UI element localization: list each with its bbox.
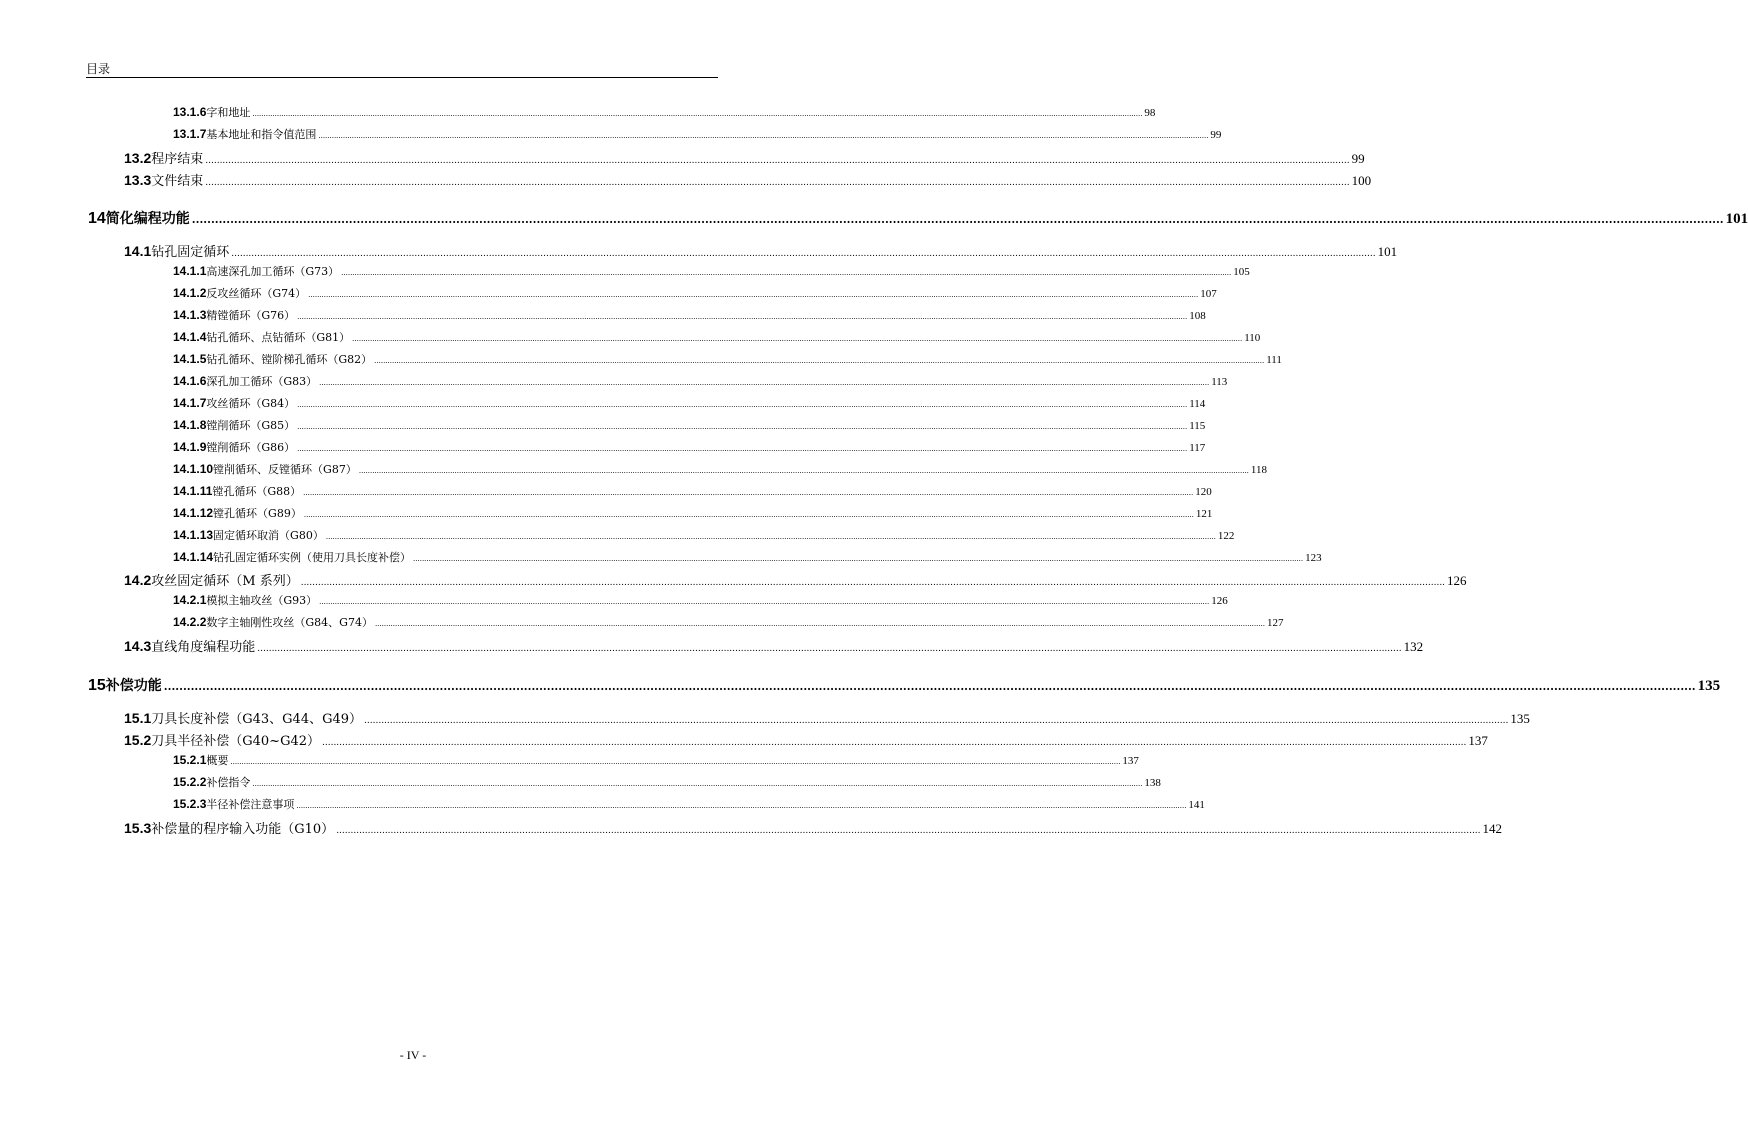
toc-entry[interactable] (173, 417, 1206, 433)
toc-entry-number: 15.2.1 (173, 753, 207, 767)
toc-entry-page: 135 (1697, 678, 1721, 694)
toc-entry-number: 14.2.2 (173, 615, 207, 629)
toc-dot-leader: ................................................................................................................................................................................................................................................................................................................................................................................................................ (308, 291, 1199, 299)
toc-entry-number: 14.1.3 (173, 308, 207, 322)
toc-dot-leader: ................................................................................................................................................................................................................................................................................................................................................................................................................ (303, 489, 1194, 497)
toc-entry[interactable] (173, 461, 1267, 477)
toc-dot-leader: ................................................................................................................................................................................................................................................................................................................................................................................................................ (413, 555, 1304, 563)
toc-entry-title: 基本地址和指令值范围 (206, 128, 317, 141)
toc-entry-page: 111 (1266, 354, 1282, 366)
toc-entry-page: 99 (1210, 129, 1222, 141)
toc-entry-number: 14.1.13 (173, 528, 214, 542)
toc-entry-page: 120 (1195, 486, 1212, 498)
toc-entry-page: 126 (1211, 595, 1228, 607)
toc-entry-title: 镗孔循环（G89） (213, 507, 302, 520)
toc-entry-page: 141 (1188, 799, 1205, 811)
toc-entry-page: 122 (1217, 530, 1235, 542)
toc-entry-number: 14.1.7 (173, 396, 207, 410)
toc-entry-number: 14.1.10 (173, 462, 214, 476)
toc-entry-page: 108 (1189, 310, 1206, 322)
toc-entry-page: 113 (1211, 376, 1228, 388)
toc-entry-page: 101 (1725, 211, 1748, 227)
toc-entry-number: 14.1.12 (173, 506, 214, 520)
toc-entry-number: 14.1.9 (173, 440, 207, 454)
toc-dot-leader: ................................................................................................................................................................................................................................................................................................................................................................................................................ (300, 578, 1446, 588)
toc-entry[interactable] (124, 636, 1424, 655)
toc-entry-number: 14.1.1 (173, 264, 207, 278)
toc-entry[interactable] (173, 752, 1139, 768)
toc-entry-number: 13.3 (124, 172, 152, 188)
toc-dot-leader: ................................................................................................................................................................................................................................................................................................................................................................................................................ (374, 620, 1265, 628)
toc-entry-page: 115 (1189, 420, 1206, 432)
toc-dot-leader: ................................................................................................................................................................................................................................................................................................................................................................................................................ (163, 680, 1696, 693)
toc-entry-title: 深孔加工循环（G83） (206, 375, 318, 388)
toc-dot-leader: ................................................................................................................................................................................................................................................................................................................................................................................................................ (341, 269, 1232, 277)
toc-entry-page: 132 (1403, 639, 1424, 654)
toc-dot-leader: ................................................................................................................................................................................................................................................................................................................................................................................................................ (325, 533, 1216, 541)
toc-entry[interactable] (173, 614, 1284, 630)
toc-entry-title: 镗削循环、反镗循环（G87） (213, 463, 357, 476)
toc-entry-title: 精镗循环（G76） (206, 309, 296, 322)
toc-entry-title: 镗削循环（G85） (206, 419, 296, 432)
toc-entry-page: 127 (1267, 617, 1284, 629)
toc-entry-number: 14.3 (124, 638, 152, 654)
toc-entry-page: 121 (1195, 508, 1213, 520)
toc-dot-leader: ................................................................................................................................................................................................................................................................................................................................................................................................................ (297, 313, 1188, 321)
toc-dot-leader: ................................................................................................................................................................................................................................................................................................................................................................................................................ (230, 758, 1121, 766)
toc-entry-title: 攻丝固定循环（M 系列） (151, 574, 299, 589)
toc-entry-title: 钻孔循环、点钻循环（G81） (206, 331, 351, 344)
toc-entry-number: 15.1 (124, 710, 152, 726)
toc-dot-leader: ................................................................................................................................................................................................................................................................................................................................................................................................................ (297, 401, 1188, 409)
toc-entry[interactable] (173, 549, 1322, 565)
toc-entry[interactable] (173, 505, 1213, 521)
toc-entry-title: 镗孔循环（G88） (212, 485, 302, 498)
toc-dot-leader: ................................................................................................................................................................................................................................................................................................................................................................................................................ (257, 644, 1402, 654)
toc-entry[interactable] (124, 730, 1488, 749)
toc-entry-title: 补偿量的程序输入功能（G10） (151, 822, 335, 837)
toc-entry-number: 14.1.8 (173, 418, 207, 432)
toc-dot-leader: ................................................................................................................................................................................................................................................................................................................................................................................................................ (374, 357, 1265, 365)
toc-entry-title: 简化编程功能 (105, 211, 190, 227)
toc-entry-number: 15.2.3 (173, 797, 207, 811)
toc-dot-leader: ................................................................................................................................................................................................................................................................................................................................................................................................................ (191, 213, 1724, 226)
toc-entry-title: 钻孔固定循环实例（使用刀具长度补偿） (213, 551, 412, 564)
toc-entry-title: 补偿功能 (105, 678, 162, 694)
toc-dot-leader: ................................................................................................................................................................................................................................................................................................................................................................................................................ (358, 467, 1249, 475)
toc-entry-number: 14.1.6 (173, 374, 207, 388)
toc-entry-title: 模拟主轴攻丝（G93） (206, 594, 318, 607)
toc-entry-page: 107 (1200, 288, 1217, 300)
toc-entry[interactable] (173, 104, 1156, 120)
toc-entry-number: 13.1.6 (173, 105, 207, 119)
toc-entry[interactable] (173, 796, 1205, 812)
toc-entry-title: 固定循环取消（G80） (213, 529, 324, 542)
toc-entry-number: 14.2.1 (173, 593, 207, 607)
toc-entry-page: 110 (1244, 332, 1261, 344)
toc-entry-title: 程序结束 (151, 152, 204, 167)
toc-entry-number: 15.3 (124, 820, 152, 836)
toc-dot-leader: ................................................................................................................................................................................................................................................................................................................................................................................................................ (319, 379, 1210, 387)
toc-entry-title: 补偿指令 (206, 776, 251, 789)
toc-entry-page: 142 (1482, 821, 1503, 836)
toc-entry-number: 14.1.5 (173, 352, 207, 366)
toc-dot-leader: ................................................................................................................................................................................................................................................................................................................................................................................................................ (352, 335, 1243, 343)
toc-entry-number: 14.2 (124, 572, 152, 588)
toc-dot-leader: ................................................................................................................................................................................................................................................................................................................................................................................................................ (318, 132, 1209, 140)
toc-entry-page: 99 (1351, 151, 1365, 166)
toc-entry-page: 98 (1144, 107, 1156, 119)
toc-entry-number: 13.1.7 (173, 127, 207, 141)
toc-entry[interactable] (173, 263, 1250, 279)
running-header: 目录 (86, 62, 111, 76)
toc-entry-title: 高速深孔加工循环（G73） (206, 265, 340, 278)
toc-entry[interactable] (88, 208, 1748, 228)
toc-entry-page: 137 (1468, 733, 1488, 748)
toc-entry-title: 反攻丝循环（G74） (206, 287, 307, 300)
toc-dot-leader: ................................................................................................................................................................................................................................................................................................................................................................................................................ (322, 738, 1467, 748)
toc-dot-leader: ................................................................................................................................................................................................................................................................................................................................................................................................................ (231, 249, 1376, 259)
toc-entry-title: 钻孔循环、镗阶梯孔循环（G82） (206, 353, 373, 366)
toc-entry-page: 105 (1233, 266, 1250, 278)
toc-entry-page: 126 (1447, 573, 1467, 588)
toc-dot-leader: ................................................................................................................................................................................................................................................................................................................................................................................................................ (364, 716, 1509, 726)
toc-entry[interactable] (173, 351, 1282, 367)
toc-dot-leader: ................................................................................................................................................................................................................................................................................................................................................................................................................ (205, 178, 1350, 188)
toc-entry-title: 数字主轴刚性攻丝（G84、G74） (206, 616, 373, 629)
toc-entry-title: 刀具半径补偿（G40~G42） (151, 734, 320, 749)
toc-entry[interactable] (173, 373, 1228, 389)
toc-entry[interactable] (124, 708, 1530, 727)
toc-entry[interactable] (173, 439, 1206, 455)
toc-entry-page: 138 (1144, 777, 1161, 789)
toc-entry[interactable] (124, 170, 1372, 189)
toc-entry-number: 15.2 (124, 732, 152, 748)
toc-entry-number: 14.1.4 (173, 330, 207, 344)
toc-entry-title: 半径补偿注意事项 (206, 798, 295, 811)
toc-entry-title: 字和地址 (206, 106, 251, 119)
toc-entry[interactable] (173, 592, 1228, 608)
toc-dot-leader: ................................................................................................................................................................................................................................................................................................................................................................................................................ (336, 826, 1481, 836)
toc-entry-page: 118 (1250, 464, 1267, 476)
toc-dot-leader: ................................................................................................................................................................................................................................................................................................................................................................................................................ (319, 598, 1210, 606)
toc-dot-leader: ................................................................................................................................................................................................................................................................................................................................................................................................................ (296, 802, 1187, 810)
toc-dot-leader: ................................................................................................................................................................................................................................................................................................................................................................................................................ (252, 110, 1143, 118)
toc-entry[interactable] (124, 241, 1398, 260)
toc-entry[interactable] (173, 126, 1222, 142)
toc-entry[interactable] (124, 570, 1467, 589)
toc-entry-number: 13.2 (124, 150, 152, 166)
toc-entry-number: 14.1.2 (173, 286, 207, 300)
toc-dot-leader: ................................................................................................................................................................................................................................................................................................................................................................................................................ (205, 156, 1350, 166)
toc-entry[interactable] (124, 818, 1503, 837)
toc-entry[interactable] (173, 285, 1217, 301)
toc-entry-title: 直线角度编程功能 (151, 640, 256, 655)
toc-entry[interactable] (173, 329, 1261, 345)
toc-entry-title: 概要 (206, 754, 229, 767)
toc-entry-number: 14.1.14 (173, 550, 214, 564)
toc-entry-title: 镗削循环（G86） (206, 441, 296, 454)
toc-entry[interactable] (173, 774, 1161, 790)
toc-entry-number: 15.2.2 (173, 775, 207, 789)
toc-entry-title: 文件结束 (151, 174, 204, 189)
toc-entry[interactable] (173, 307, 1206, 323)
toc-entry-page: 135 (1510, 711, 1530, 726)
toc-entry-number: 14.1 (124, 243, 152, 259)
toc-entry[interactable] (173, 483, 1212, 499)
toc-entry-title: 攻丝循环（G84） (206, 397, 296, 410)
toc-entry-page: 117 (1189, 442, 1206, 454)
toc-entry-number: 15 (88, 677, 106, 694)
toc-dot-leader: ................................................................................................................................................................................................................................................................................................................................................................................................................ (303, 511, 1194, 519)
toc-entry-number: 14.1.11 (173, 484, 213, 498)
toc-entry-number: 14 (88, 210, 106, 227)
page-number: - IV - (399, 1048, 427, 1062)
toc-dot-leader: ................................................................................................................................................................................................................................................................................................................................................................................................................ (297, 423, 1188, 431)
toc-entry-title: 刀具长度补偿（G43、G44、G49） (151, 712, 363, 727)
toc-entry[interactable] (88, 675, 1721, 695)
toc-entry-page: 123 (1305, 552, 1322, 564)
toc-dot-leader: ................................................................................................................................................................................................................................................................................................................................................................................................................ (297, 445, 1188, 453)
toc-dot-leader: ................................................................................................................................................................................................................................................................................................................................................................................................................ (252, 780, 1143, 788)
toc-entry-page: 101 (1377, 244, 1398, 259)
toc-entry-page: 100 (1351, 173, 1372, 188)
toc-entry[interactable] (173, 527, 1235, 543)
toc-entry-title: 钻孔固定循环 (151, 245, 230, 260)
header-divider (86, 77, 718, 78)
toc-entry[interactable] (124, 148, 1365, 167)
toc-entry[interactable] (173, 395, 1206, 411)
toc-entry-page: 137 (1122, 755, 1139, 767)
toc-entry-page: 114 (1189, 398, 1206, 410)
